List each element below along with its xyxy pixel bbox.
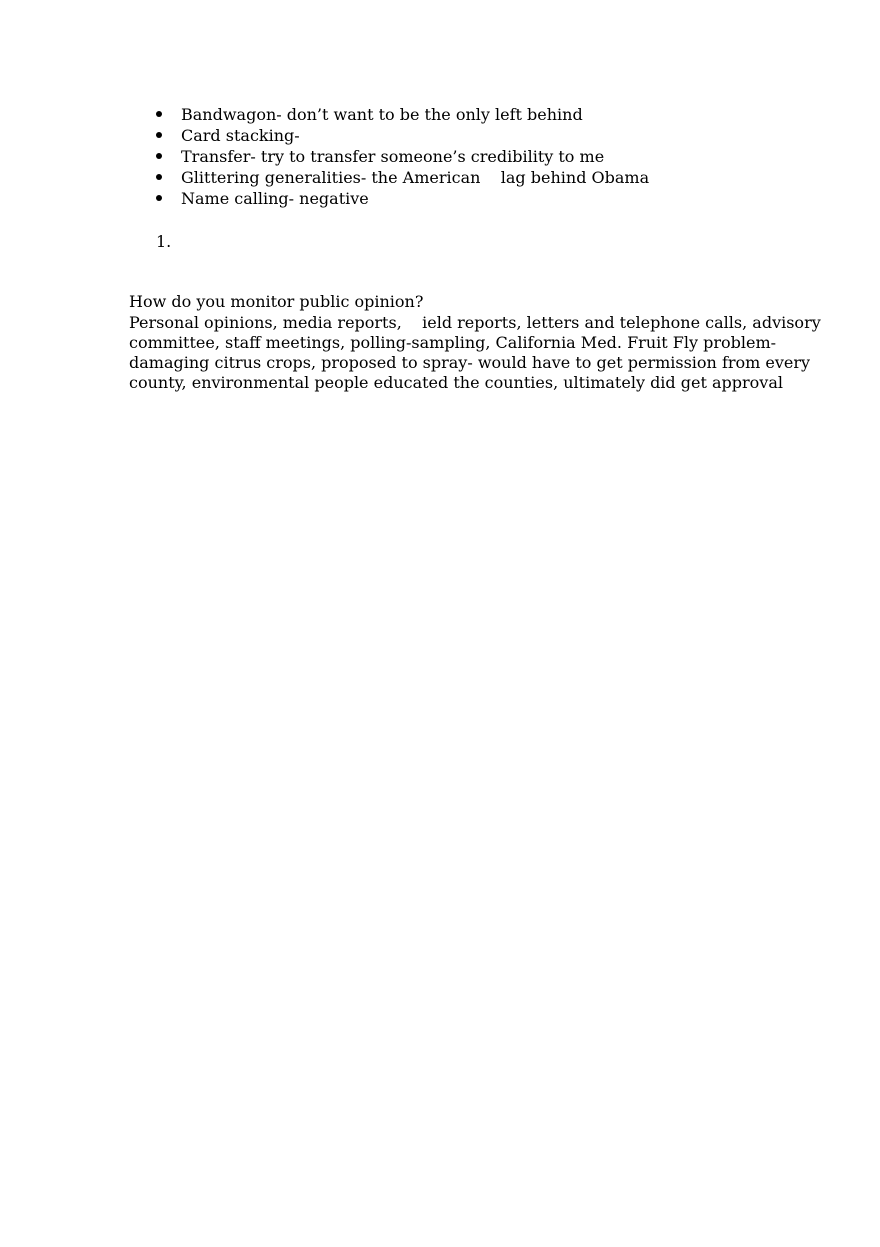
bullet-icon xyxy=(156,153,162,159)
answer-line: Personal opinions, media reports, ield reports, letters and telephone calls, advisory xyxy=(129,313,821,332)
propaganda-bullet-list xyxy=(155,104,649,209)
answer-line: committee, staff meetings, polling-sampling, California Med. Fruit Fly problem- xyxy=(129,333,777,352)
answer-line: county, environmental people educated the counties, ultimately did get approval xyxy=(129,373,783,392)
list-item-text: Bandwagon- don’t want to be the only left behind xyxy=(181,105,583,124)
question-heading: How do you monitor public opinion? xyxy=(129,292,424,311)
answer-line: damaging citrus crops, proposed to spray- would have to get permission from every xyxy=(129,353,811,372)
list-item-text: Transfer- try to transfer someone’s credibility to me xyxy=(181,147,605,166)
list-item xyxy=(155,146,649,167)
list-item xyxy=(155,104,649,125)
numbered-list-marker: 1. xyxy=(156,232,172,251)
list-item-text: Glittering generalities- the American lag behind Obama xyxy=(181,168,650,187)
bullet-icon xyxy=(156,174,162,180)
list-item-text: Card stacking- xyxy=(181,126,300,145)
list-item xyxy=(155,167,649,188)
answer-paragraph xyxy=(129,313,821,393)
bullet-icon xyxy=(156,195,162,201)
bullet-icon xyxy=(156,111,162,117)
list-item-text: Name calling- negative xyxy=(181,189,369,208)
list-item xyxy=(155,125,649,146)
bullet-icon xyxy=(156,132,162,138)
list-item xyxy=(155,188,649,209)
